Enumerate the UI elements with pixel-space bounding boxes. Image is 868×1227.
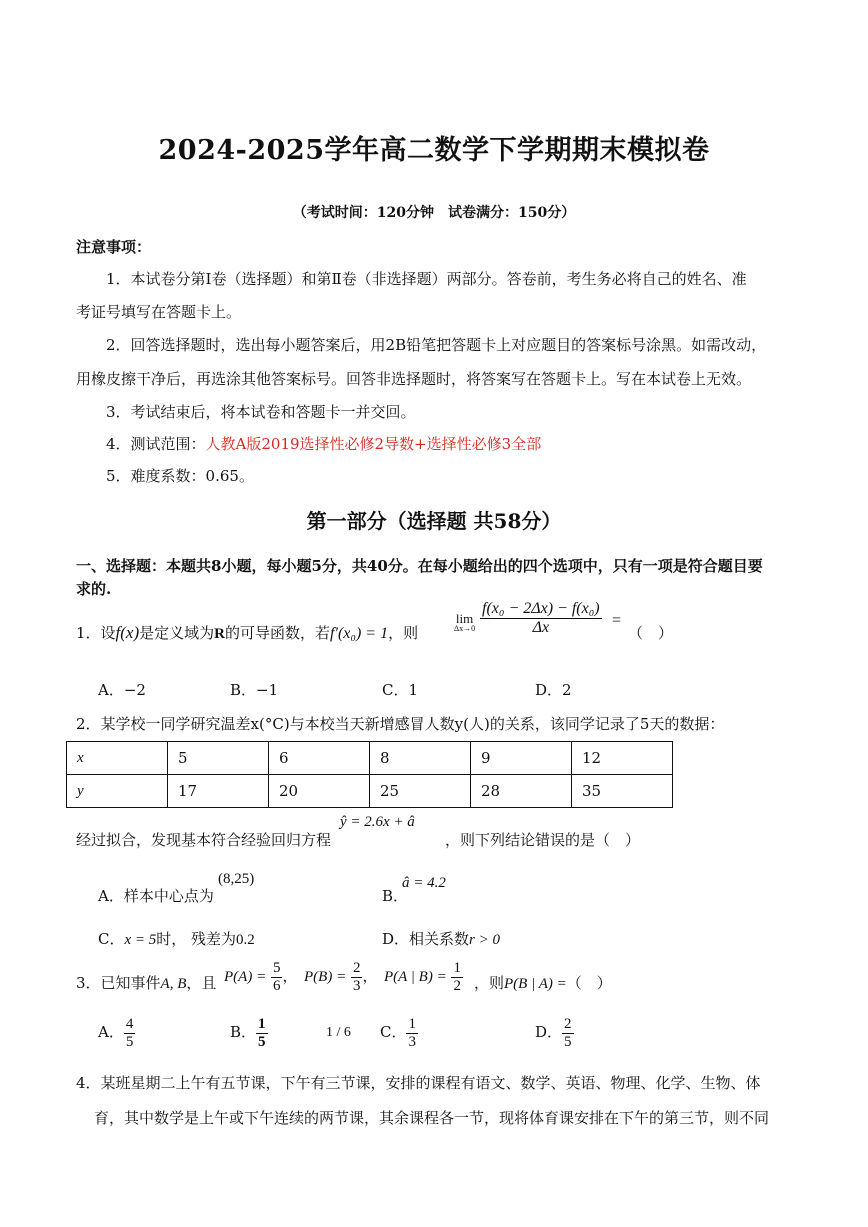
notice-item-2-line-1: 2．回答选择题时，选出每小题答案后，用2B铅笔把答题卡上对应题目的答案标号涂黑。如需改动， [106,336,767,354]
notice-item-4 [106,433,541,454]
exam-info: （考试时间：120分钟 试卷满分：150分） [292,205,576,221]
q2-option-d-value: r > 0 [469,932,500,948]
q1-option-b: B．−1 [230,681,279,699]
notice-item-4-prefix: 4．测试范围： [106,435,206,453]
test-scope: 人教A版2019选择性必修2导数+选择性必修3全部 [205,435,542,453]
notice-item-3: 3．考试结束后，将本试卷和答题卡一并交回。 [106,403,416,421]
q3-option-d [535,1016,574,1050]
q3-option-d-label: D． [535,1023,563,1041]
table-cell: 28 [471,775,572,808]
q1-lim: lim [455,611,474,626]
q3-option-c-den: 3 [408,1033,416,1050]
q3-pb-label: P(B) = [304,969,347,985]
q3-events: A, B [160,976,187,992]
q1-text-1: 是定义域为 [139,624,215,642]
q3-text-1: 3．已知事件 [76,974,161,992]
q3-option-c-num: 1 [408,1016,416,1032]
q3-ask-expr: P(B | A) = [504,976,567,992]
q2-option-a-label: A．样本中心点为 [98,887,214,905]
regression-equation: ŷ = 2.6x + â [340,814,415,830]
q1-limit [454,612,475,633]
q1-option-d: D．2 [535,681,572,699]
q2-option-a-value: (8,25) [218,871,255,887]
q1-real-set: R [214,626,225,642]
q3-ask [474,972,612,993]
table-cell: 35 [572,775,673,808]
q2-option-c [98,928,255,949]
table-cell: 6 [269,742,370,775]
q2-option-c-cond: x = 5 [124,932,157,948]
notice-heading: 注意事项： [76,238,152,256]
q3-text-3: ，则 [474,974,505,992]
q3-pab-num: 1 [453,960,461,976]
q3-pa: P(A) = $\frac{5}{6}$ ， [224,960,298,994]
q2-option-c-text: 时， 残差为 [156,930,237,948]
q3-option-b-label: B． [230,1023,257,1041]
table-cell: 12 [572,742,673,775]
q3-text-2: ，且 [186,974,217,992]
q1-option-a: A．−2 [98,681,146,699]
part1-intro-line-2: 求的. [76,580,112,598]
table-cell: 20 [269,775,370,808]
q3-option-a-num: 4 [125,1016,134,1032]
q1-denominator: Δx [532,618,550,636]
question-4-line-2: 育，其中数学是上午或下午连续的两节课，其余课程各一节，现将体育课安排在下午的第三节，则不同 [94,1109,770,1127]
q3-option-c [380,1016,418,1050]
notice-item-1-line-2: 考证号填写在答题卡上。 [76,303,242,321]
table-cell: y [67,775,168,808]
q3-option-a [98,1016,135,1050]
q1-numerator: f(x₀ − 2Δx) − f(x₀) [482,600,600,617]
part1-intro-line-1: 一、选择题：本题共8小题，每小题5分，共40分。在每小题给出的四个选项中，只有一项是符合题目要 [76,557,763,575]
q3-pb-num: 2 [352,960,361,976]
table-cell: 5 [168,742,269,775]
q1-number: 1．设 [76,624,116,642]
notice-item-5: 5．难度系数：0.65。 [106,467,254,485]
q1-lim-sub: Δx→0 [454,624,476,633]
q3-option-b-den: 5 [258,1033,266,1050]
page-title: 2024-2025学年高二数学下学期期末模拟卷 [158,135,710,166]
q3-option-b [230,1016,268,1050]
q2-option-d-label: D．相关系数 [382,930,470,948]
stray-fraction-text: 1 / 6 [326,1025,351,1040]
q1-fx: f(x) [115,623,140,642]
q2-option-b-label: B． [382,887,409,905]
q1-blank: （ ） [628,624,674,642]
q1-equals: = [612,612,622,629]
q1-text-2: 的可导函数，若 [225,624,331,642]
q2-fit-suffix: ，则下列结论错误的是（ ） [445,831,641,849]
question-4-line-1: 4．某班星期二上午有五节课，下午有三节课，安排的课程有语文、数学、英语、物理、化学、生物、体 [76,1074,761,1092]
q1-condition: f′(x₀) = 1 [330,625,389,642]
q2-option-c-label: C． [98,930,125,948]
table-cell: 9 [471,742,572,775]
table-cell: 8 [370,742,471,775]
q3-pa-num: 5 [272,960,281,976]
q3-pb: P(B) = $\frac{2}{3}$ ， [304,960,378,994]
q3-pa-den: 6 [272,977,281,994]
q2-fit-prefix: 经过拟合，发现基本符合经验回归方程 [76,831,332,849]
q3-option-a-label: A． [98,1023,124,1041]
section-title: 第一部分（选择题 共58分） [306,509,562,533]
q2-option-b-value: â = 4.2 [402,875,446,891]
table-row [67,775,673,808]
question-1-stem [76,622,418,643]
q3-pab [384,960,463,994]
q3-option-a-den: 5 [125,1033,134,1050]
q2-option-c-value: 0.2 [236,932,255,948]
q1-text-3: ，则 [388,624,419,642]
notice-item-1-line-1: 1．本试卷分第Ⅰ卷（选择题）和第Ⅱ卷（非选择题）两部分。答卷前，考生务必将自己的姓名、准 [106,270,747,288]
table-cell: x [67,742,168,775]
q3-option-c-label: C． [380,1023,407,1041]
data-table [66,741,673,808]
q2-option-d [382,928,500,949]
q1-fraction [480,600,602,636]
table-cell: 25 [370,775,471,808]
q3-pa-label: P(A) = [224,969,267,985]
q3-blank: （ ） [566,974,612,992]
notice-item-2-line-2: 用橡皮擦干净后，再选涂其他答案标号。回答非选择题时，将答案写在答题卡上。写在本试卷上无效。 [76,370,752,388]
q3-option-b-num: 1 [258,1016,266,1032]
table-row [67,742,673,775]
q3-pab-den: 2 [453,977,461,994]
q3-pab-label: P(A | B) = [384,969,447,985]
question-3-stem-a [76,972,216,993]
q3-pb-den: 3 [352,977,361,994]
q3-option-d-den: 5 [564,1033,572,1050]
q1-option-c: C．1 [382,681,419,699]
q3-option-d-num: 2 [564,1016,572,1032]
question-2-stem: 2．某学校一同学研究温差x(°C)与本校当天新增感冒人数y(人)的关系，该同学记录了5天的数据： [76,715,725,733]
table-cell: 17 [168,775,269,808]
